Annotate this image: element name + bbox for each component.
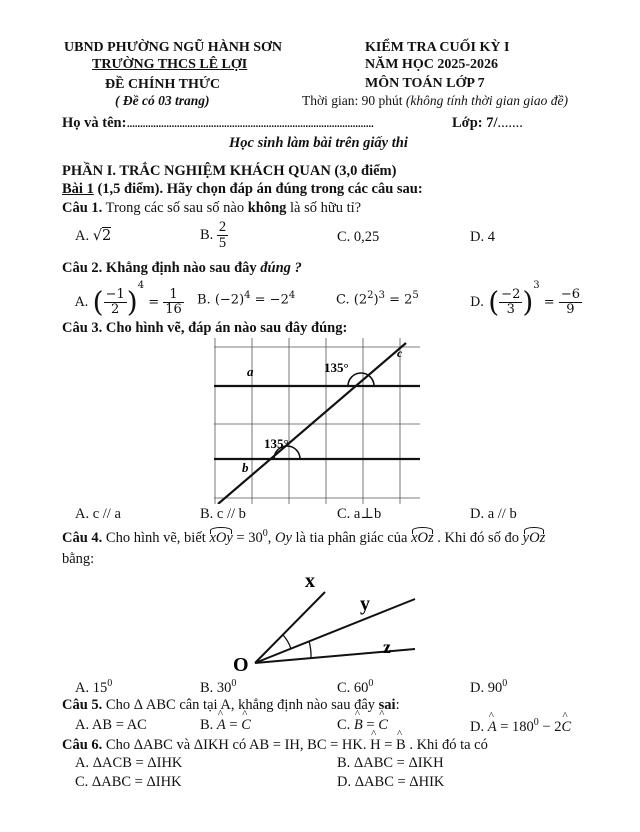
q6-text	[62, 737, 488, 754]
q1-text	[62, 200, 361, 217]
duration-label: Thời gian: 90 phút	[302, 93, 403, 108]
q6-eq: =	[380, 737, 397, 753]
q3-figure	[214, 338, 420, 504]
q4-d-deg: 0	[502, 678, 508, 689]
q2-d-den: 3	[506, 302, 515, 317]
q6-b: ^ B	[396, 737, 406, 754]
q3-grid	[214, 338, 420, 504]
q4-option-a	[75, 678, 112, 697]
header-school-year: NĂM HỌC 2025-2026	[365, 57, 498, 72]
q4-c-text: C. 60	[337, 679, 369, 696]
q1-b-den: 5	[218, 235, 227, 252]
exam-note: Học sinh làm bài trên giấy thi	[229, 135, 408, 151]
paren-close: )	[126, 285, 138, 319]
class-label: Lớp: 7/	[452, 115, 498, 131]
q6-option-a: A. ΔACB = ΔIHK	[75, 755, 183, 771]
ray-ox	[255, 592, 325, 663]
label-y: y	[360, 593, 370, 615]
q4-oy: Oy	[274, 529, 292, 546]
q2-d-num: −2	[501, 287, 521, 303]
name-label: Họ và tên:	[62, 115, 127, 131]
q5-d-rest: − 2	[538, 718, 562, 735]
q2-option-b	[197, 290, 295, 307]
q2-d-fraction	[499, 288, 522, 316]
ray-oz	[255, 649, 415, 663]
q1-option-d: D. 4	[470, 229, 495, 245]
q5-c-left: ^ B	[354, 717, 363, 734]
q2-c-eq: = 2	[384, 292, 413, 308]
bai1-heading	[62, 181, 423, 198]
q3-option-d: D. a // b	[470, 506, 517, 522]
q5-b-eq: =	[225, 717, 242, 733]
label-z: z	[383, 637, 391, 657]
q1-text-a: Trong các số sau số nào	[102, 200, 248, 216]
q1-b-fraction	[217, 220, 228, 251]
q3-text-main: Cho hình vẽ, đáp án nào sau đây đúng:	[102, 320, 348, 336]
q3-text	[62, 320, 347, 337]
label-b: b	[242, 460, 249, 475]
bai1-text: (1,5 điểm). Hãy chọn đáp án đúng trong các câu sau:	[93, 181, 423, 197]
q4-text4: là tia phân giác của	[291, 529, 412, 546]
q4-text	[62, 528, 545, 547]
q2-a-num: −1	[105, 287, 125, 303]
q4-b-text: B. 30	[200, 679, 232, 696]
q1-option-c: C. 0,25	[337, 229, 380, 245]
q2-option-d	[470, 280, 582, 317]
q4-text1: Cho hình vẽ, biết	[102, 529, 210, 546]
q1-option-a	[75, 228, 111, 245]
q2-d-rden: 9	[566, 302, 575, 317]
paren-open-d: (	[488, 285, 500, 319]
q5-text-bold: sai	[378, 697, 396, 713]
q6-option-b: B. ΔABC = ΔIKH	[337, 755, 444, 771]
q4-text2: = 30	[232, 529, 263, 546]
header-school	[92, 57, 247, 73]
q1-option-b	[200, 220, 228, 251]
q2-d-rnum: −6	[560, 287, 581, 303]
label-a: a	[247, 364, 254, 379]
header-school-name: TRƯỜNG THCS LÊ LỢI	[92, 57, 248, 72]
q2-a-rnum: 1	[163, 288, 184, 303]
q5-d-label: D.	[470, 718, 485, 735]
ray-oy	[255, 599, 415, 663]
q3-option-a: A. c // a	[75, 506, 121, 522]
q2-c-label: C.	[336, 292, 350, 308]
q5-text-a: Cho	[102, 697, 134, 713]
q2-a-label: A.	[75, 295, 89, 310]
duration-note: (không tính thời gian giao đề)	[405, 93, 568, 108]
label-c: c	[397, 346, 403, 360]
angle-bottom-label: 135°	[264, 436, 289, 451]
sqrt-symbol: √2	[92, 228, 112, 244]
q5-c-eq: =	[362, 717, 379, 733]
q4-d-text: D. 90	[470, 679, 503, 696]
angle-top-label: 135°	[324, 360, 349, 375]
q4-option-d	[470, 678, 507, 697]
q4-angle-yoz: yOz	[522, 529, 546, 546]
q4-deg: 0	[262, 528, 268, 539]
class-line	[452, 115, 523, 132]
q2-c-exp2: 3	[378, 290, 385, 301]
q5-label: Câu 5.	[62, 697, 103, 713]
q2-text-main: Khẳng định nào sau đây	[102, 260, 261, 276]
q2-c-close: )	[373, 292, 379, 308]
name-dots: ..............................................................................................	[126, 115, 374, 131]
q2-label: Câu 2.	[62, 260, 103, 276]
q1-text-b: là số hữu tỉ?	[286, 200, 362, 216]
q4-option-c	[337, 678, 373, 697]
q2-option-a	[75, 280, 184, 317]
q5-c-label: C.	[337, 717, 351, 733]
q2-a-exp: 4	[137, 280, 145, 291]
q5-d-eq: = 180	[496, 718, 534, 735]
q5-text-tri: Δ ABC	[133, 697, 176, 713]
arc-xoy	[283, 635, 291, 649]
paren-close-d: )	[522, 285, 534, 319]
q4-b-deg: 0	[231, 678, 237, 689]
q5-option-c	[337, 717, 388, 734]
student-name-line	[62, 115, 373, 132]
q5-d-right: ^ C	[561, 719, 571, 736]
q2-b-label: B.	[197, 292, 211, 308]
bai1-label: Bài 1	[62, 181, 94, 197]
q4-figure	[225, 565, 430, 675]
q2-d-result	[559, 288, 582, 316]
q2-d-eq: =	[543, 295, 555, 310]
label-x: x	[305, 570, 315, 592]
q3-label: Câu 3.	[62, 320, 103, 336]
q4-text3: ,	[267, 529, 275, 546]
q4-c-deg: 0	[368, 678, 374, 689]
header-page-count: ( Đề có 03 trang)	[115, 93, 210, 108]
q2-b-exp: 4	[244, 290, 251, 301]
header-department: UBND PHƯỜNG NGŨ HÀNH SƠN	[64, 40, 283, 55]
q5-b-left: ^ A	[217, 717, 226, 734]
q4-label: Câu 4.	[62, 529, 103, 546]
q2-c-base: (2	[353, 292, 368, 308]
q6-label: Câu 6.	[62, 737, 103, 753]
q6-text-b: . Khi đó ta có	[405, 737, 488, 753]
q2-text-italic: đúng ?	[260, 260, 302, 276]
q4-angle-xoy: xOy	[209, 529, 233, 546]
q4-angle-xoz: xOz	[411, 529, 434, 546]
q5-text-b: cân tại A, khẳng định nào sau đây	[175, 697, 379, 713]
q5-d-deg: 0	[533, 717, 539, 728]
q3-option-b: B. c // b	[200, 506, 246, 522]
q6-h: ^ H	[370, 737, 380, 754]
q2-b-expr: (−2)	[214, 292, 245, 308]
q4-a-text: A. 15	[75, 679, 108, 696]
q2-b-eq: = −2	[250, 292, 289, 308]
q6-option-d: D. ΔABC = ΔHIK	[337, 774, 445, 790]
q5-text	[62, 697, 400, 714]
arc-yoz	[309, 641, 311, 658]
q1-a-root: 2	[101, 228, 112, 244]
q2-a-den: 2	[111, 302, 120, 317]
label-o: O	[233, 654, 249, 675]
q5-d-left: ^ A	[488, 719, 497, 736]
q4-text5: . Khi đó số đo	[433, 529, 523, 546]
q5-option-a: A. AB = AC	[75, 717, 147, 733]
q2-d-label: D.	[470, 295, 485, 310]
q1-text-bold: không	[247, 200, 287, 216]
q2-b-exp2: 4	[288, 290, 296, 301]
q6-text-a: Cho ΔABC và ΔIKH có AB = IH, BC = HK.	[102, 737, 371, 753]
q2-c-exp1: 2	[367, 290, 374, 301]
header-exam-title: KIỂM TRA CUỐI KỲ I	[365, 40, 510, 55]
q1-label: Câu 1.	[62, 200, 103, 216]
q5-c-right: ^ C	[378, 717, 388, 734]
q3-option-c: C. a⊥b	[337, 506, 382, 522]
q2-d-exp: 3	[533, 280, 540, 291]
class-dots: .......	[497, 115, 523, 131]
q2-a-result	[163, 288, 184, 316]
q5-b-label: B.	[200, 717, 214, 733]
q4-text-line2: bằng:	[62, 551, 95, 567]
paren-open: (	[92, 285, 104, 319]
q5-text-c: :	[395, 697, 400, 713]
q4-a-deg: 0	[107, 678, 113, 689]
q1-b-num: 2	[218, 219, 227, 235]
q2-option-c	[336, 290, 419, 307]
q2-a-eq: =	[148, 295, 160, 310]
q5-option-d	[470, 717, 571, 736]
q1-b-label: B.	[200, 227, 214, 244]
q2-a-rden: 16	[165, 302, 182, 317]
q5-b-right: ^ C	[241, 717, 251, 734]
q2-c-exp3: 5	[412, 290, 419, 301]
q2-text	[62, 260, 302, 277]
part1-title: PHẦN I. TRẮC NGHIỆM KHÁCH QUAN (3,0 điểm)	[62, 163, 397, 179]
q1-a-label: A.	[75, 228, 90, 244]
header-duration	[302, 93, 568, 109]
q5-option-b	[200, 717, 251, 734]
q6-option-c: C. ΔABC = ΔIHK	[75, 774, 182, 790]
q4-option-b	[200, 678, 236, 697]
header-subject: MÔN TOÁN LỚP 7	[365, 76, 485, 91]
header-official-label: ĐỀ CHÍNH THỨC	[105, 77, 221, 92]
q2-a-fraction	[104, 288, 127, 316]
